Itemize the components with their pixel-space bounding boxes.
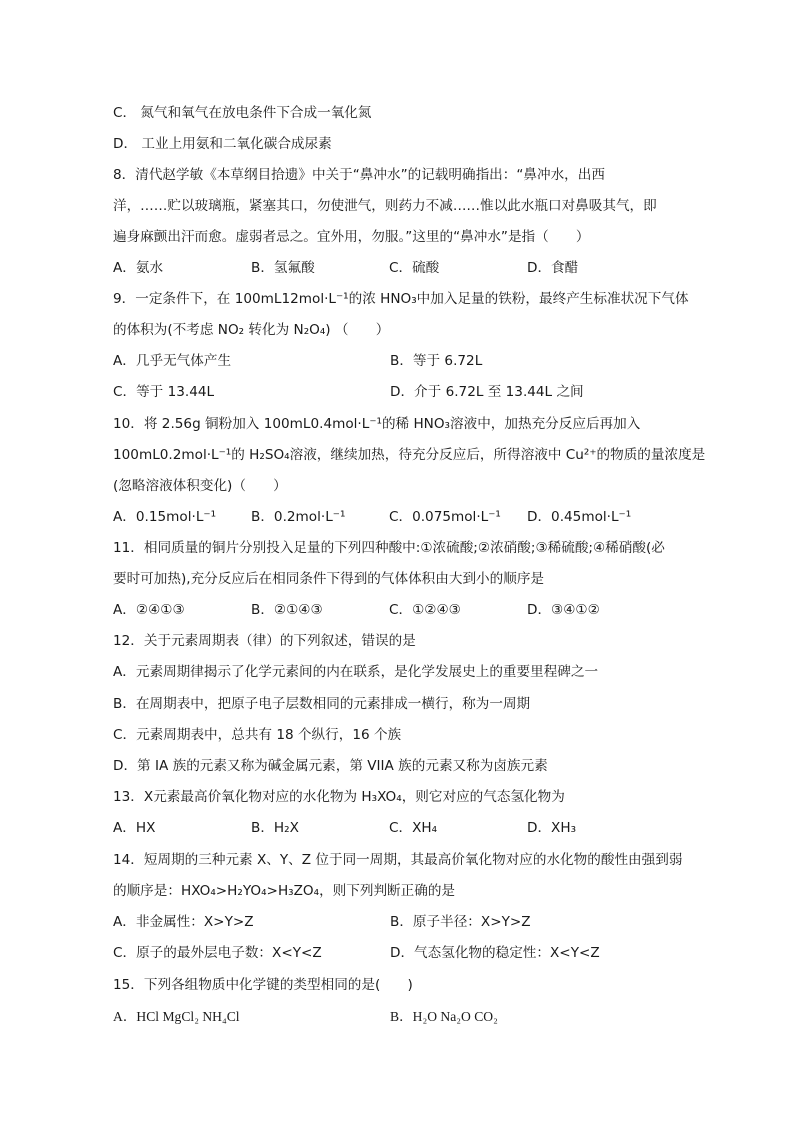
q14-option-a: A．非金属性：X>Y>Z xyxy=(113,914,254,930)
q14-option-d: D．气态氢化物的稳定性：X<Y<Z xyxy=(390,945,600,961)
q11-option-a: A．②④①③ xyxy=(113,602,185,618)
q7-option-d: D． 工业上用氨和二氧化碳合成尿素 xyxy=(113,136,332,152)
q10-option-d: D．0.45mol·L⁻¹ xyxy=(527,509,632,525)
q12-option-b: B．在周期表中，把原子电子层数相同的元素排成一横行，称为一周期 xyxy=(113,696,531,712)
q15-option-a: A．HCl MgCl₂ NH₄Cl xyxy=(113,1009,240,1024)
q10-stem-line3: (忽略溶液体积变化)（ ） xyxy=(113,478,287,494)
q12-option-d: D．第 IA 族的元素又称为碱金属元素，第 VIIA 族的元素又称为卤族元素 xyxy=(113,758,548,774)
q13-option-a: A．HX xyxy=(113,820,156,836)
q12-option-c: C．元素周期表中，总共有 18 个纵行，16 个族 xyxy=(113,727,402,743)
q7-option-c: C． 氮气和氧气在放电条件下合成一氧化氮 xyxy=(113,105,372,121)
q13-stem: 13．X元素最高价氧化物对应的水化物为 H₃XO₄，则它对应的气态氢化物为 xyxy=(113,789,565,805)
q8-option-a: A．氨水 xyxy=(113,260,164,276)
q8-stem-line3: 遍身麻颤出汗而愈。虚弱者忌之。宜外用，勿服。”这里的“鼻冲水”是指（ ） xyxy=(113,229,590,245)
q9-option-d: D．介于 6.72L 至 13.44L 之间 xyxy=(390,384,584,400)
q8-stem-line2: 洋，……贮以玻璃瓶，紧塞其口，勿使泄气，则药力不减……惟以此水瓶口对鼻吸其气，即 xyxy=(113,198,657,214)
q12-option-a: A．元素周期律揭示了化学元素间的内在联系，是化学发展史上的重要里程碑之一 xyxy=(113,664,599,680)
q10-stem-line2: 100mL0.2mol·L⁻¹的 H₂SO₄溶液，继续加热，待充分反应后，所得溶液中 Cu²⁺的物质的量浓度是 xyxy=(113,447,706,463)
q13-option-d: D．XH₃ xyxy=(527,820,577,836)
q9-option-c: C．等于 13.44L xyxy=(113,384,215,400)
q14-option-c: C．原子的最外层电子数：X<Y<Z xyxy=(113,945,322,961)
q8-stem-line1: 8．清代赵学敏《本草纲目拾遗》中关于“鼻冲水”的记载明确指出：“鼻冲水，出西 xyxy=(113,167,605,183)
q14-stem-line2: 的顺序是：HXO₄>H₂YO₄>H₃ZO₄，则下列判断正确的是 xyxy=(113,883,456,899)
q15-stem: 15．下列各组物质中化学键的类型相同的是( ) xyxy=(113,977,413,993)
q11-stem-line2: 要时可加热),充分反应后在相同条件下得到的气体体积由大到小的顺序是 xyxy=(113,571,545,587)
q10-option-b: B．0.2mol·L⁻¹ xyxy=(251,509,346,525)
q11-stem-line1: 11．相同质量的铜片分别投入足量的下列四种酸中:①浓硫酸;②浓硝酸;③稀硫酸;④稀硝酸(必 xyxy=(113,540,665,556)
q11-option-d: D．③④①② xyxy=(527,602,600,618)
q8-option-c: C．硫酸 xyxy=(389,260,440,276)
q13-option-c: C．XH₄ xyxy=(389,820,438,836)
q10-option-c: C．0.075mol·L⁻¹ xyxy=(389,509,501,525)
q9-stem-line1: 9．一定条件下，在 100mL12mol·L⁻¹的浓 HNO₃中加入足量的铁粉，最终产生标准状况下气体 xyxy=(113,291,689,307)
q9-stem-line2: 的体积为(不考虑 NO₂ 转化为 N₂O₄) （ ） xyxy=(113,322,390,338)
q12-stem: 12．关于元素周期表（律）的下列叙述，错误的是 xyxy=(113,633,416,649)
q10-option-a: A．0.15mol·L⁻¹ xyxy=(113,509,217,525)
q9-option-b: B．等于 6.72L xyxy=(390,353,483,369)
q11-option-c: C．①②④③ xyxy=(389,602,461,618)
q15-option-b: B．H₂O Na₂O CO₂ xyxy=(390,1009,498,1024)
q8-option-d: D．食醋 xyxy=(527,260,579,276)
q11-option-b: B．②①④③ xyxy=(251,602,323,618)
q10-stem-line1: 10．将 2.56g 铜粉加入 100mL0.4mol·L⁻¹的稀 HNO₃溶液中，加热充分反应后再加入 xyxy=(113,416,641,432)
q9-option-a: A．几乎无气体产生 xyxy=(113,353,232,369)
q13-option-b: B．H₂X xyxy=(251,820,299,836)
q8-option-b: B．氢氟酸 xyxy=(251,260,315,276)
q14-option-b: B．原子半径：X>Y>Z xyxy=(390,914,531,930)
q14-stem-line1: 14．短周期的三种元素 X、Y、Z 位于同一周期，其最高价氧化物对应的水化物的酸性由强到弱 xyxy=(113,852,683,868)
